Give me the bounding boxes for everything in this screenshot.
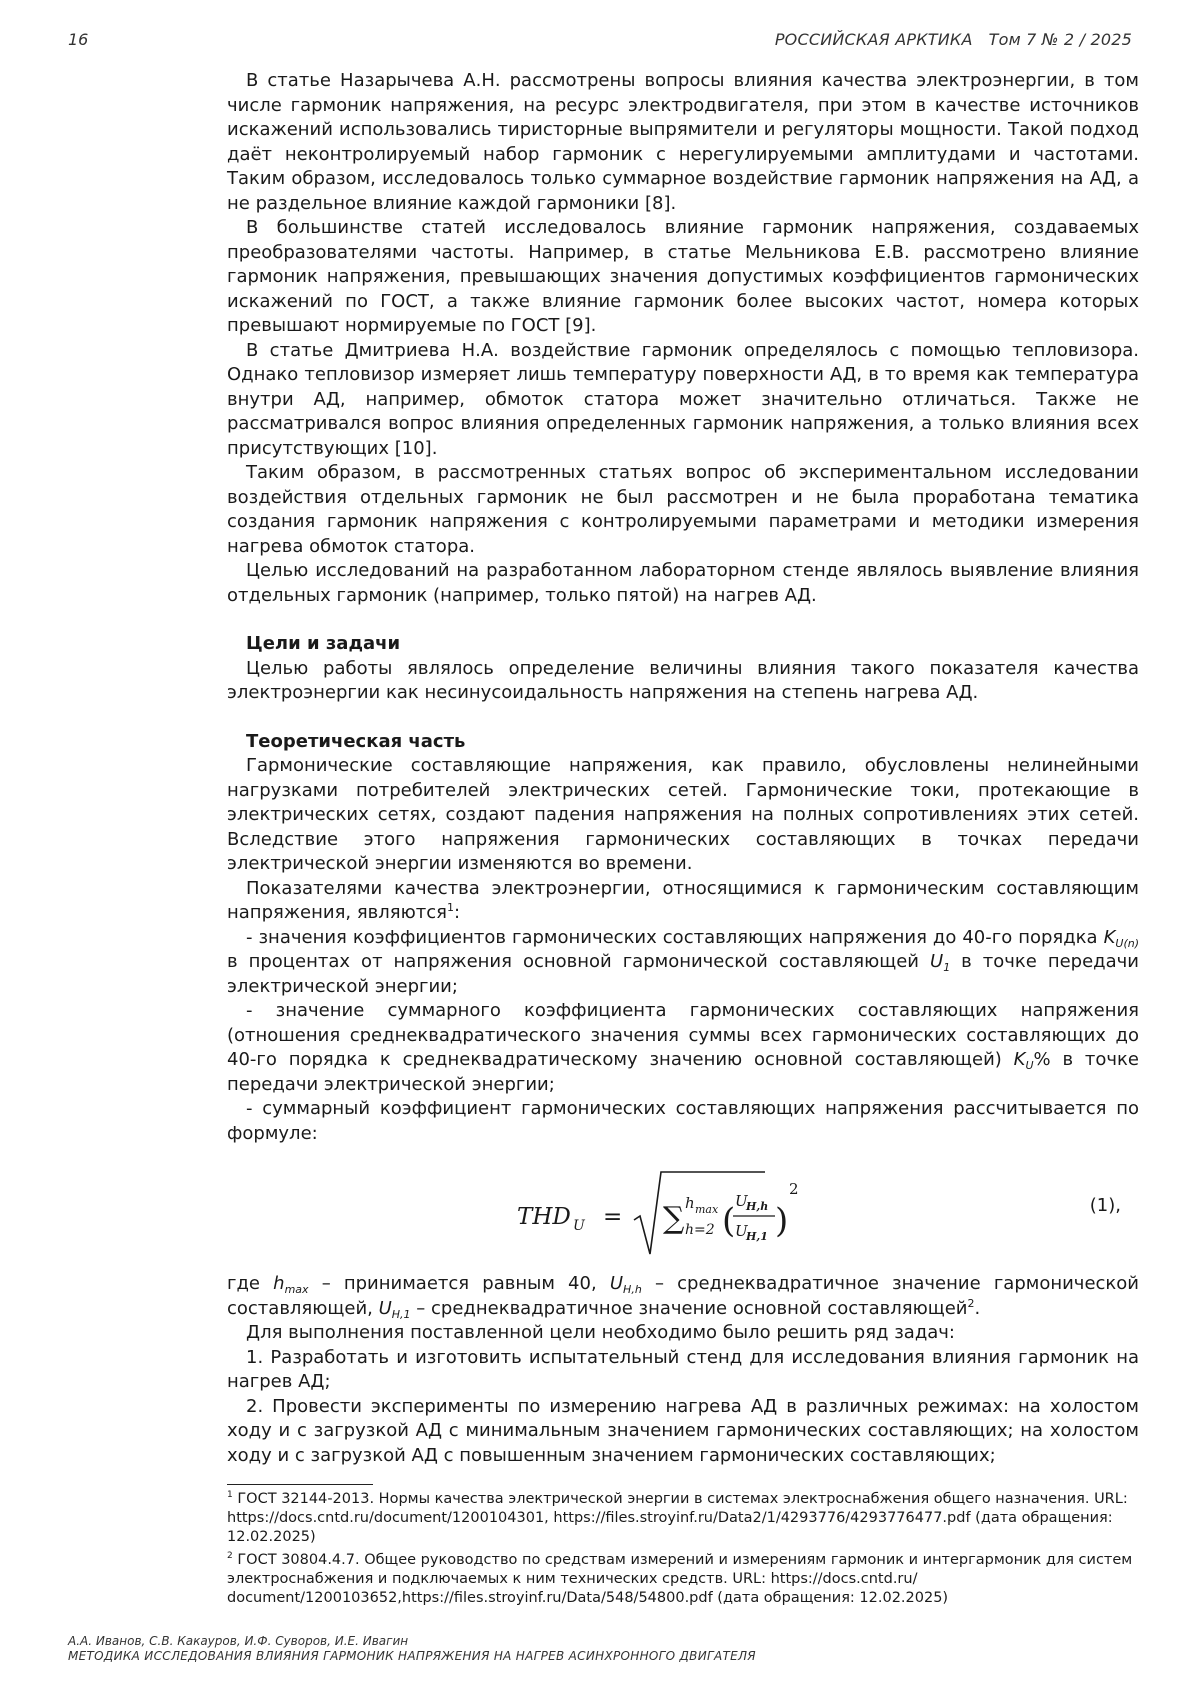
paragraph: В статье Дмитриева Н.А. воздействие гармоник определялось с помощью тепловизора. Однако тепловизор измеряет лишь температуру поверхности АД, в то время как температура внутри АД, например, обмоток статора может значительно отличаться. Также не рассматривался вопрос влияния определенных гармоник напряжения, а только влияния всех присутствующих [10]. <box>227 339 1139 459</box>
list-item: 1. Разработать и изготовить испытательный стенд для исследования влияния гармоник на нагрев АД; <box>227 1346 1139 1392</box>
paragraph: Целью работы являлось определение величины влияния такого показателя качества электроэнергии как несинусоидальность напряжения на степень нагрева АД. <box>227 657 1139 703</box>
formula-numerator: U <box>735 1192 748 1210</box>
page-number: 16 <box>68 30 89 49</box>
svg-text:(: ( <box>722 1201 736 1241</box>
footnotes <box>227 1490 1139 1612</box>
section-heading-goals: Цели и задачи <box>246 633 401 654</box>
formula-number: (1), <box>1089 1195 1121 1216</box>
section-heading-theory: Теоретическая часть <box>246 730 466 752</box>
footnote-divider <box>227 1484 373 1485</box>
svg-text:): ) <box>775 1201 789 1241</box>
formula-upper-sub: max <box>695 1203 719 1216</box>
footer-authors: А.А. Иванов, С.В. Какауров, И.Ф. Суворов, И.Е. Ивагин <box>68 1634 409 1648</box>
formula-power: 2 <box>789 1180 799 1198</box>
formula-lower: h=2 <box>685 1222 715 1238</box>
formula-equals: = <box>603 1204 623 1230</box>
formula-sum: ∑ <box>663 1201 685 1236</box>
formula-graphic <box>507 1158 987 1268</box>
list-item: - значение суммарного коэффициента гармонических составляющих напряжения (отношения среднеквадратического значения суммы всех гармонических составляющих до 40-го порядка к среднеквадратическому значению основной составляющей) $K_U\%$ в точке передачи электрической энергии; <box>227 1000 1140 1095</box>
footnote-ref[interactable]: 1 <box>446 901 454 914</box>
formula-numerator-sub: H,h <box>746 1200 769 1213</box>
paragraph: Таким образом, в рассмотренных статьях вопрос об экспериментальном исследовании воздействия отдельных гармоник не был рассмотрен и не была проработана тематика создания гармоник напряжения с контролируемыми параметрами и методики измерения нагрева обмоток статора. <box>227 462 1139 557</box>
paragraph: Для выполнения поставленной цели необходимо было решить ряд задач: <box>246 1322 955 1343</box>
formula-denominator: U <box>735 1222 748 1240</box>
journal-issue: Том 7 № 2 / 2025 <box>988 30 1132 49</box>
list-item: 2. Провести эксперименты по измерению нагрева АД в различных режимах: на холостом ходу и с загрузкой АД с минимальным значением гармонических составляющих; на холостом ходу и с загрузкой АД с повышенным значением гармонических составляющих; <box>227 1395 1139 1466</box>
paragraph: Показателями качества электроэнергии, относящимися к гармоническим составляющим напряжения, являются$^1$: <box>227 877 1139 923</box>
paragraph: В статье Назарычева А.Н. рассмотрены вопросы влияния качества электроэнергии, в том числе гармоник напряжения, на ресурс электродвигателя, при этом в качестве источников искажений использовались тиристорные выпрямители и регуляторы мощности. Такой подход даёт неконтролируемый набор гармоник с нерегулируемыми амплитудами и частотами. Таким образом, исследовалось только суммарное воздействие гармоник напряжения на АД, а не раздельное влияние каждой гармоники [8]. <box>227 70 1139 214</box>
formula-lhs-sub: U <box>573 1218 585 1234</box>
list-item: - суммарный коэффициент гармонических составляющих напряжения рассчитывается по формуле: <box>227 1098 1139 1144</box>
formula-lhs: THD <box>517 1204 571 1230</box>
article-body <box>227 69 1139 1468</box>
list-item: - значения коэффициентов гармонических составляющих напряжения до 40-го порядка $K_{U(n)}$ в процентах от напряжения основной гармонической составляющей $U_1$ в точке передачи электрической энергии; <box>227 926 1139 997</box>
formula-thd <box>227 1158 1139 1268</box>
footnote: $^1$ ГОСТ 32144-2013. Нормы качества электрической энергии в системах электроснабжения общего назначения. URL: https://docs.cntd.ru/document/1200104301, https://files.stroyinf.ru/Data2/1/4293776/4293776477.pdf (дата обращения: 12.02.2025) <box>227 1490 1128 1545</box>
page-footer <box>68 1634 756 1664</box>
paragraph: где $h_{max}$ – принимается равным 40, $U_{H,h}$ – среднеквадратичное значение гармонической составляющей, $U_{H,1}$ – среднеквадратичное значение основной составляющей$^2$. <box>227 1273 1139 1321</box>
formula-upper: h <box>685 1194 695 1212</box>
running-header <box>775 30 1132 49</box>
journal-name: РОССИЙСКАЯ АРКТИКА <box>774 30 973 49</box>
paragraph: В большинстве статей исследовалось влияние гармоник напряжения, создаваемых преобразователями частоты. Например, в статье Мельникова Е.В. рассмотрено влияние гармоник напряжения, превышающих значения допустимых коэффициентов гармонических искажений по ГОСТ, а также влияние гармоник более высоких частот, номера которых превышают нормируемые по ГОСТ [9]. <box>227 217 1139 336</box>
paragraph: Гармонические составляющие напряжения, как правило, обусловлены нелинейными нагрузками потребителей электрических сетей. Гармонические токи, протекающие в электрических сетях, создают падения напряжения на полных сопротивлениях этих сетей. Вследствие этого напряжения гармонических составляющих в точках передачи электрической энергии изменяются во времени. <box>227 755 1139 874</box>
footnote: $^2$ ГОСТ 30804.4.7. Общее руководство по средствам измерений и измерениям гармоник и интергармоник для систем электроснабжения и подключаемых к ним технических средств. URL: https://docs.cntd.ru/ document/1200103652,https://files.stroyinf.ru/Data/548/54800.pdf (дата обращения: 12.02.2025) <box>227 1551 1133 1606</box>
footer-article-title: МЕТОДИКА ИССЛЕДОВАНИЯ ВЛИЯНИЯ ГАРМОНИК НАПРЯЖЕНИЯ НА НАГРЕВ АСИНХРОННОГО ДВИГАТЕЛЯ <box>68 1649 756 1663</box>
formula-denominator-sub: H,1 <box>746 1230 768 1243</box>
paragraph: Целью исследований на разработанном лабораторном стенде являлось выявление влияния отдельных гармоник (например, только пятой) на нагрев АД. <box>227 560 1139 606</box>
footnote-ref[interactable]: 2 <box>967 1296 975 1310</box>
